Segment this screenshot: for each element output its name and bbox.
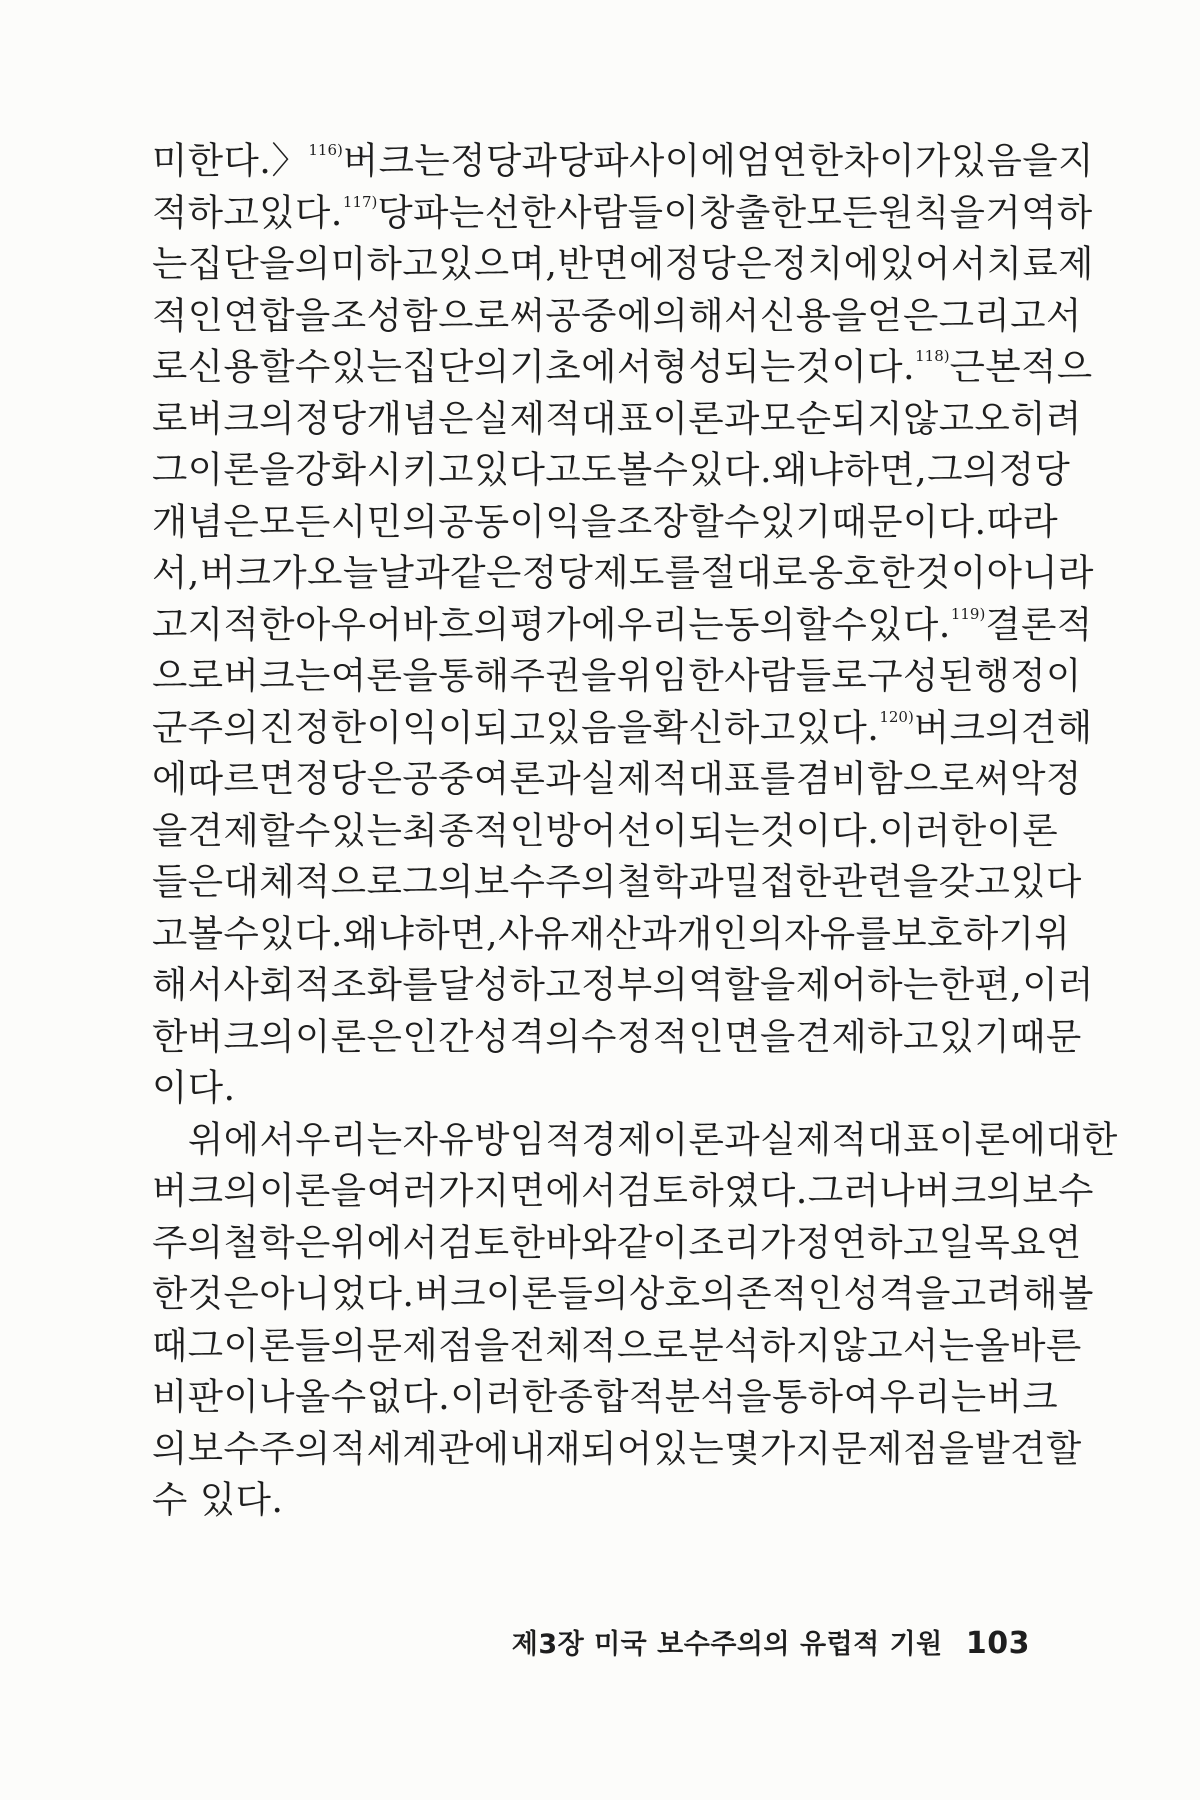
text-run: 이다. xyxy=(152,1066,236,1109)
word: 절대로 xyxy=(700,551,808,594)
word: 있다. xyxy=(688,448,773,491)
word: 있기 xyxy=(759,499,832,543)
word: 인간 xyxy=(402,1014,474,1058)
text-line xyxy=(152,547,1094,599)
word: 철학은 xyxy=(223,1220,331,1264)
word: 구성된 xyxy=(867,654,975,697)
word: 버크의 xyxy=(152,1169,260,1212)
word: 것이 xyxy=(915,551,987,594)
word: 수 xyxy=(295,808,331,852)
word: 결론적 xyxy=(985,602,1093,646)
word: 대체적으로 xyxy=(223,860,403,903)
word: 버크의 xyxy=(915,1169,1023,1212)
word: 거역하 xyxy=(985,190,1093,234)
word: 원칙을 xyxy=(878,190,986,234)
word: 경제이론과 xyxy=(581,1117,761,1161)
word: 버크는 xyxy=(342,139,451,182)
word: 나올 xyxy=(259,1375,331,1418)
word: 것은 xyxy=(187,1272,260,1315)
word: 볼 xyxy=(187,911,224,955)
word: 시민의 xyxy=(330,499,439,543)
word: 실제적 xyxy=(760,1117,868,1161)
word: 우리는 xyxy=(879,1375,987,1418)
word: 문제점을 xyxy=(366,1323,510,1367)
word: 엄연한 xyxy=(736,139,844,182)
word: 수 xyxy=(295,345,331,388)
text-line xyxy=(152,599,1093,651)
text-line xyxy=(152,1165,1094,1217)
word: 사람들이 xyxy=(556,190,700,234)
word: 그의 xyxy=(402,860,474,903)
word: 로 xyxy=(152,396,188,440)
word: 강화시키고 xyxy=(295,448,474,491)
word: 제어하는 xyxy=(795,963,939,1006)
word: 형성되는 xyxy=(652,345,796,388)
word: 성격을 xyxy=(843,1272,951,1315)
word: 을 xyxy=(152,808,188,852)
word: 지적한 xyxy=(187,602,296,646)
word: 로 xyxy=(152,345,188,388)
running-footer xyxy=(512,1622,1030,1661)
word: 있어서 xyxy=(879,242,987,285)
word: 분석하지 xyxy=(688,1323,832,1367)
word: 아니라 xyxy=(986,551,1094,594)
word: 관련을 xyxy=(831,860,939,903)
word: 세계관에 xyxy=(366,1426,510,1470)
word: 사람들로 xyxy=(724,654,868,697)
text-line xyxy=(152,238,1094,290)
word: 가지 xyxy=(438,1169,510,1212)
text-line xyxy=(152,1423,1082,1475)
word: 달성하고 xyxy=(438,963,582,1006)
word: 종합적 xyxy=(557,1375,665,1418)
word: 있는 xyxy=(330,345,403,388)
word: 주의 xyxy=(152,1220,224,1264)
text-line xyxy=(152,805,1059,857)
word: 갖고 xyxy=(938,860,1011,903)
word: 고 xyxy=(152,602,188,646)
word: 있다고도 xyxy=(473,448,617,491)
word: 있는 xyxy=(330,808,403,852)
word: 내재되어 xyxy=(509,1426,653,1470)
word: 미한다.〉$^{116)}$ xyxy=(152,139,343,182)
word: 그러나 xyxy=(807,1169,916,1212)
word: 올바른 xyxy=(974,1323,1082,1367)
word: 정당제도를 xyxy=(521,551,701,594)
footnote-marker: 119) xyxy=(950,604,986,623)
text-line xyxy=(152,959,1094,1011)
word: 이러한 xyxy=(879,808,987,852)
word: 우리는 xyxy=(295,1117,403,1161)
word: 집단의 xyxy=(402,345,510,388)
word: 그의 xyxy=(927,448,999,491)
word: 여론을 xyxy=(330,654,439,697)
word: 있음을 xyxy=(545,705,653,749)
word: 왜냐하면, xyxy=(342,911,499,955)
word: 있으며, xyxy=(438,242,558,285)
footnote-marker: 117) xyxy=(342,192,378,211)
word: 철학과 xyxy=(616,860,725,903)
word: 것이다.$^{118)}$ xyxy=(795,345,950,388)
word: 선한 xyxy=(484,190,557,234)
word: 오히려 xyxy=(974,396,1082,440)
word: 버크는 xyxy=(223,654,331,697)
word: 아우어바흐의 xyxy=(295,602,510,646)
word: 같이 xyxy=(616,1220,689,1264)
footnote-marker: 118) xyxy=(915,347,950,365)
word: 수 xyxy=(330,1375,367,1418)
text-line xyxy=(152,1114,1118,1166)
word: 보수 xyxy=(1022,1169,1094,1212)
word: 이러한 xyxy=(450,1375,558,1418)
word: 신용을 xyxy=(759,293,868,337)
word: 바와 xyxy=(545,1220,617,1264)
word: 적인 xyxy=(152,293,224,337)
word: 수정적인 xyxy=(581,1014,725,1058)
word: 치료제 xyxy=(986,242,1094,285)
word: 위임한 xyxy=(616,654,725,697)
word: 정치에 xyxy=(772,242,880,285)
word: 한 xyxy=(152,1272,188,1315)
word: 대표이론에 xyxy=(867,1117,1047,1161)
word: 않고 xyxy=(902,396,975,440)
text-line xyxy=(152,1062,1052,1114)
text-line xyxy=(152,856,1082,908)
word: 있다.$^{117)}$ xyxy=(259,190,378,234)
word: 자유방임적 xyxy=(402,1117,582,1161)
word: 방어선이 xyxy=(545,808,689,852)
text-line xyxy=(152,1217,1082,1269)
word: 정당과 xyxy=(450,139,558,182)
word: 위에서 xyxy=(188,1117,296,1161)
word: 에 xyxy=(152,757,188,800)
word: 정부의 xyxy=(581,963,689,1006)
text-line xyxy=(152,1320,1082,1372)
word: 되는 xyxy=(688,808,760,852)
chapter-title: 제3장 미국 보수주의의 유럽적 기원 xyxy=(511,1629,943,1660)
word: 신용할 xyxy=(187,345,296,388)
word: 이론을 xyxy=(187,448,296,491)
word: 사회적 xyxy=(223,963,331,1006)
text-line xyxy=(152,444,1071,496)
word: 조장할 xyxy=(616,499,725,543)
word: 같은 xyxy=(450,551,522,594)
word: 자유를 xyxy=(784,911,892,955)
text-line xyxy=(152,290,1082,342)
word: 동의할 xyxy=(724,602,832,646)
word: 면을 xyxy=(724,1014,796,1058)
word: 왜냐하면, xyxy=(772,448,928,491)
word: 이론들의 xyxy=(485,1272,630,1315)
word: 조성함으로써 xyxy=(330,293,546,337)
text-line xyxy=(152,702,1093,754)
word: 당파는 xyxy=(377,190,485,234)
word: 고려해 xyxy=(950,1272,1059,1315)
word: 옹호한 xyxy=(807,551,916,594)
word: 당파 xyxy=(557,139,629,182)
word: 있다.$^{119)}$ xyxy=(867,602,986,646)
word: 전체적으로 xyxy=(509,1323,689,1367)
word: 면에서 xyxy=(509,1169,617,1212)
word: 대표이론과 xyxy=(581,396,760,440)
word: 있기 xyxy=(938,1014,1011,1058)
word: 따르면 xyxy=(187,757,296,800)
word: 의 xyxy=(152,1426,188,1470)
word: 개념은 xyxy=(152,499,260,543)
word: 이론은 xyxy=(295,1014,403,1058)
word: 모든 xyxy=(259,499,331,543)
word: 사유재산과 xyxy=(498,911,677,955)
word: 수 xyxy=(652,448,689,491)
word: 버크가 xyxy=(199,551,308,594)
word: 있는 xyxy=(652,1426,725,1470)
word: 되고 xyxy=(473,705,546,749)
word: 행정이 xyxy=(974,654,1082,697)
word: 모든 xyxy=(806,190,879,234)
text-line xyxy=(152,496,1059,548)
word: 사이에 xyxy=(628,139,737,182)
word: 몇 xyxy=(724,1426,760,1470)
word: 서, xyxy=(152,551,200,594)
word: 정당 xyxy=(295,396,367,440)
word: 이익이 xyxy=(366,705,474,749)
text-line xyxy=(152,1474,1052,1526)
text-line xyxy=(152,1011,1082,1063)
word: 성격의 xyxy=(473,1014,582,1058)
word: 실제적 xyxy=(581,757,689,800)
word: 통해 xyxy=(438,654,510,697)
word: 개념은 xyxy=(366,396,474,440)
footnote-marker: 116) xyxy=(308,141,343,159)
word: 이론들의 xyxy=(223,1323,367,1367)
word: 대한 xyxy=(1046,1117,1118,1161)
word: 없다. xyxy=(366,1375,451,1418)
word: 는 xyxy=(152,242,188,285)
word: 평가에 xyxy=(509,602,617,646)
word: 정당은 xyxy=(295,757,403,800)
word: 있다 xyxy=(1010,860,1082,903)
word: 수 xyxy=(223,911,260,955)
text-line xyxy=(152,753,1082,805)
word: 버크 xyxy=(414,1272,486,1315)
word: 차이가 xyxy=(843,139,951,182)
word: 상호의존적인 xyxy=(629,1272,844,1315)
word: 역할을 xyxy=(688,963,796,1006)
word: 볼 xyxy=(1058,1272,1094,1315)
word: 한편, xyxy=(938,963,1023,1006)
word: 때문이다. xyxy=(831,499,987,543)
text-line xyxy=(152,393,1082,445)
word: 그 xyxy=(152,448,188,491)
word: 해서 xyxy=(152,963,224,1006)
text-line xyxy=(152,650,1082,702)
word: 있음을 xyxy=(950,139,1059,182)
word: 서 xyxy=(1046,293,1082,337)
word: 군주의 xyxy=(152,705,260,749)
word: 적하고 xyxy=(152,190,260,234)
word: 들은 xyxy=(152,860,224,903)
word: 개인의 xyxy=(676,911,785,955)
word: 통하여 xyxy=(772,1375,880,1418)
word: 볼 xyxy=(616,448,653,491)
word: 버크의 xyxy=(913,705,1022,749)
word: 근본적으 xyxy=(949,345,1093,388)
word: 않고서는 xyxy=(831,1323,975,1367)
word: 따라 xyxy=(986,499,1059,543)
word: 공중 xyxy=(402,757,474,800)
word: 때 xyxy=(152,1323,188,1367)
word: 보수주의적 xyxy=(187,1426,367,1470)
word: 얻은 xyxy=(867,293,939,337)
word: 이론을 xyxy=(259,1169,367,1212)
text-line xyxy=(152,341,1093,393)
word: 견해 xyxy=(1021,705,1093,749)
word: 일목요연 xyxy=(938,1220,1082,1264)
word: 밀접한 xyxy=(724,860,832,903)
text-line xyxy=(152,908,1071,960)
word: 여론과 xyxy=(473,757,582,800)
word: 조리가 xyxy=(688,1220,796,1264)
word: 여러 xyxy=(366,1169,439,1212)
word: 공중에 xyxy=(545,293,653,337)
word: 수 xyxy=(831,602,868,646)
word: 그 xyxy=(187,1323,224,1367)
word: 실제적 xyxy=(473,396,582,440)
word: 대표를 xyxy=(688,757,796,800)
word: 오늘날과 xyxy=(307,551,451,594)
word: 견제할 xyxy=(187,808,296,852)
word: 연합을 xyxy=(223,293,331,337)
word: 창출한 xyxy=(699,190,807,234)
word: 확신하고 xyxy=(652,705,796,749)
word: 버크의 xyxy=(187,396,296,440)
word: 주권을 xyxy=(509,654,617,697)
word: 검토한 xyxy=(438,1220,546,1264)
word: 고 xyxy=(152,911,188,955)
word: 반면에 xyxy=(557,242,665,285)
word: 때문 xyxy=(1010,1014,1082,1058)
footnote-marker: 120) xyxy=(879,707,914,726)
word: 악정 xyxy=(1010,757,1082,800)
word: 그리고 xyxy=(938,293,1047,337)
word: 분석을 xyxy=(664,1375,773,1418)
word: 모순되지 xyxy=(759,396,903,440)
word: 으로 xyxy=(152,654,224,697)
text-run: 수 있다. xyxy=(152,1478,284,1521)
word: 의해서 xyxy=(652,293,760,337)
word: 겸비함으로써 xyxy=(795,757,1011,800)
word: 이론 xyxy=(986,808,1059,852)
word: 집단을 xyxy=(187,242,296,285)
word: 발견할 xyxy=(974,1426,1082,1470)
word: 비판이 xyxy=(152,1375,260,1418)
page-number: 103 xyxy=(965,1626,1030,1661)
word: 지 xyxy=(1058,139,1094,182)
text-line xyxy=(152,187,1093,239)
word: 보수주의 xyxy=(473,860,617,903)
word: 공동이익을 xyxy=(438,499,617,543)
word: 보호하기 xyxy=(891,911,1035,955)
word: 진정한 xyxy=(259,705,367,749)
word: 최종적인 xyxy=(402,808,546,852)
word: 버크의 xyxy=(187,1014,296,1058)
word: 있다. xyxy=(259,911,343,955)
word: 버크 xyxy=(986,1375,1059,1418)
text-line xyxy=(152,1371,1059,1423)
text-line xyxy=(152,135,1094,187)
word: 의미하고 xyxy=(295,242,439,285)
word: 정연하고 xyxy=(795,1220,939,1264)
text-line xyxy=(152,1268,1094,1320)
word: 조화를 xyxy=(330,963,439,1006)
word: 한 xyxy=(152,1014,188,1058)
word: 위에서 xyxy=(330,1220,439,1264)
word: 아니었다. xyxy=(259,1272,415,1315)
word: 이러 xyxy=(1022,963,1094,1006)
word: 있다.$^{120)}$ xyxy=(795,705,914,749)
word: 검토하였다. xyxy=(616,1169,808,1212)
word: 것이다. xyxy=(759,808,880,852)
word: 위 xyxy=(1034,911,1071,955)
word: 견제하고 xyxy=(795,1014,939,1058)
body-text xyxy=(152,135,1118,1526)
word: 기초에서 xyxy=(509,345,653,388)
word: 가지 xyxy=(759,1426,832,1470)
word: 수 xyxy=(724,499,760,543)
word: 우리는 xyxy=(616,602,725,646)
word: 문제점을 xyxy=(831,1426,975,1470)
word: 정당 xyxy=(998,448,1071,491)
word: 정당은 xyxy=(664,242,773,285)
